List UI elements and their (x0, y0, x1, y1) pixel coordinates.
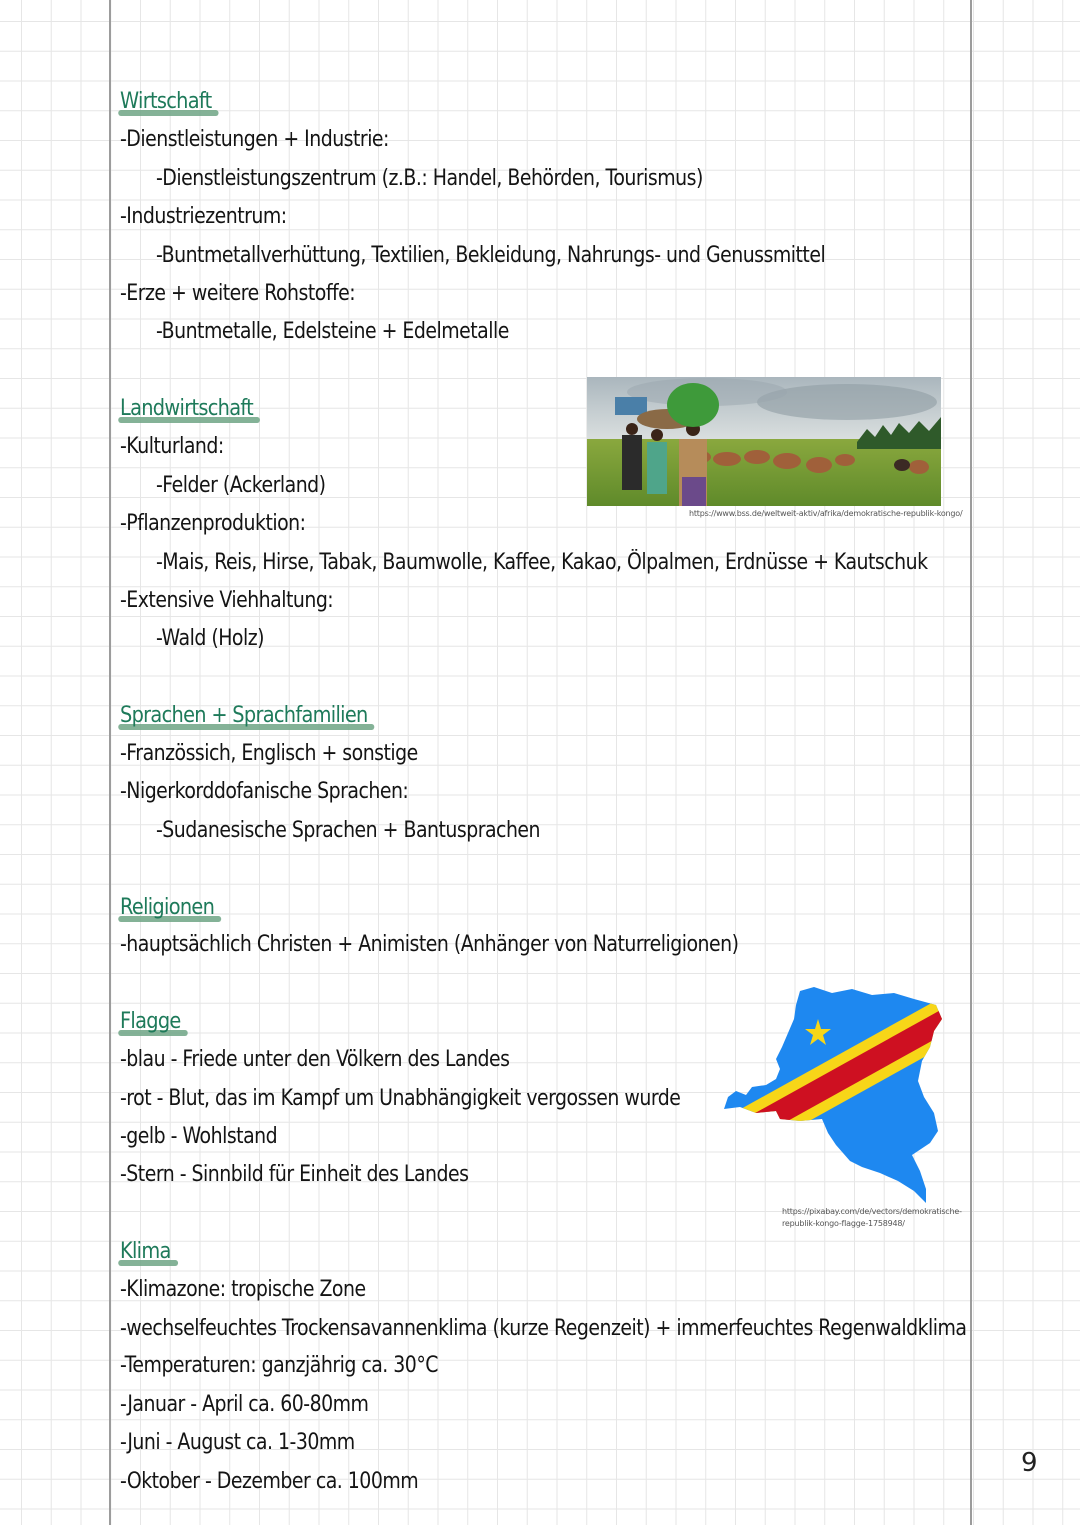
list-item: -rot - Blut, das im Kampf um Unabhängigkeit vergossen wurde (120, 1086, 681, 1111)
list-subitem: -Buntmetalle, Edelsteine + Edelmetalle (156, 319, 509, 344)
map-credit-link-line2[interactable]: republik-kongo-flagge-1758948/ (782, 1219, 905, 1228)
list-item: -Temperaturen: ganzjährig ca. 30°C (120, 1353, 438, 1378)
list-item: -hauptsächlich Christen + Animisten (Anhänger von Naturreligionen) (120, 932, 739, 957)
heading-text: Landwirtschaft (120, 396, 254, 421)
list-subitem: -Wald (Holz) (156, 626, 264, 651)
list-item: -Industriezentrum: (120, 204, 287, 229)
list-subitem: -Felder (Ackerland) (156, 473, 326, 498)
list-item: -Nigerkorddofanische Sprachen: (120, 779, 409, 804)
list-item: -Januar - April ca. 60-80mm (120, 1392, 369, 1417)
list-item: -Stern - Sinnbild für Einheit des Landes (120, 1162, 469, 1187)
list-item: -Klimazone: tropische Zone (120, 1277, 366, 1302)
list-item: -Erze + weitere Rohstoffe: (120, 281, 356, 306)
drc-flag-map (722, 985, 946, 1207)
heading-flagge (120, 1008, 181, 1036)
photo-credit-link[interactable]: https://www.bss.de/weltweit-aktiv/afrika/demokratische-republik-kongo/ (689, 509, 963, 518)
right-margin-line (970, 0, 972, 1525)
list-item: -Oktober - Dezember ca. 100mm (120, 1469, 419, 1494)
heading-wirtschaft (120, 88, 212, 116)
left-margin-line (109, 0, 111, 1525)
list-item: -Kulturland: (120, 434, 224, 459)
list-subitem: -Sudanesische Sprachen + Bantusprachen (156, 818, 541, 843)
photo-illustration (587, 377, 941, 506)
flag-map-illustration (722, 985, 946, 1207)
page-number: 9 (1021, 1448, 1038, 1478)
list-item: -blau - Friede unter den Völkern des Landes (120, 1047, 510, 1072)
list-item: -Extensive Viehhaltung: (120, 588, 334, 613)
heading-text: Wirtschaft (120, 89, 212, 114)
heading-text: Religionen (120, 895, 215, 920)
list-item: -wechselfeuchtes Trockensavannenklima (kurze Regenzeit) + immerfeuchtes Regenwaldklima (120, 1316, 967, 1341)
list-subitem: -Mais, Reis, Hirse, Tabak, Baumwolle, Kaffee, Kakao, Ölpalmen, Erdnüsse + Kautschuk (156, 550, 928, 575)
list-item: -Juni - August ca. 1-30mm (120, 1430, 355, 1455)
list-subitem: -Dienstleistungszentrum (z.B.: Handel, Behörden, Tourismus) (156, 166, 703, 191)
list-item: -Pflanzenproduktion: (120, 511, 306, 536)
heading-religionen (120, 894, 214, 922)
list-item: -Dienstleistungen + Industrie: (120, 127, 389, 152)
heading-landwirtschaft (120, 395, 253, 423)
agriculture-photo (587, 377, 941, 506)
list-item: -gelb - Wohlstand (120, 1124, 278, 1149)
heading-text: Klima (120, 1239, 171, 1264)
heading-sprachen (120, 702, 368, 730)
heading-klima (120, 1238, 171, 1266)
heading-text: Sprachen + Sprachfamilien (120, 703, 368, 728)
list-subitem: -Buntmetallverhüttung, Textilien, Bekleidung, Nahrungs- und Genussmittel (156, 243, 826, 268)
list-item: -Französsich, Englisch + sonstige (120, 741, 418, 766)
map-credit-link-line1[interactable]: https://pixabay.com/de/vectors/demokratische- (782, 1207, 962, 1216)
heading-text: Flagge (120, 1009, 181, 1034)
